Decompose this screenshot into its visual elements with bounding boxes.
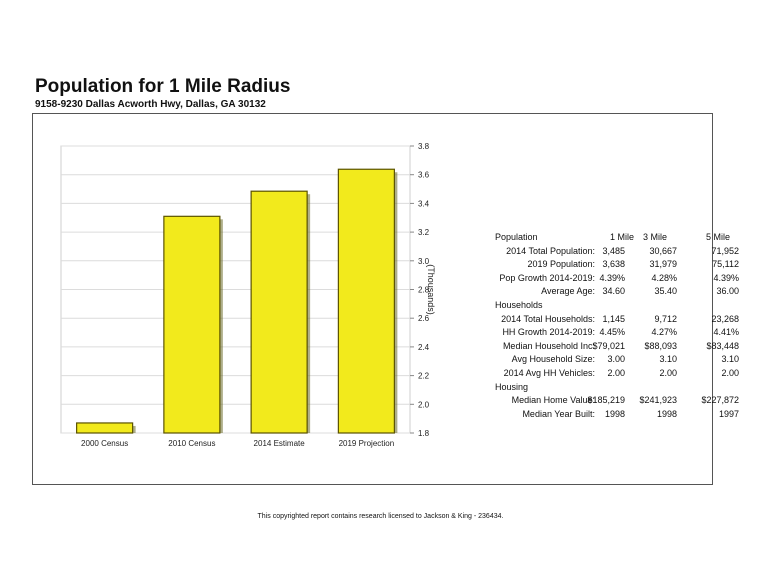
stat-row [495, 245, 739, 259]
stat-label: Avg Household Size: [511, 354, 595, 365]
section-header [495, 299, 739, 313]
stat-value: $83,448 [706, 340, 739, 351]
bar-2014-estimate [251, 191, 307, 433]
stat-value: 1998 [656, 408, 677, 419]
section-title: Households [495, 299, 543, 310]
x-tick-label: 2019 Projection [338, 439, 395, 448]
stat-row [495, 408, 739, 422]
stat-label: 2014 Total Population: [506, 245, 595, 256]
bar-2000-census [77, 423, 133, 433]
bar-2019-projection [338, 169, 394, 433]
stat-label: Average Age: [541, 286, 595, 297]
stat-value: 3.00 [607, 354, 625, 365]
report-address: 9158-9230 Dallas Acworth Hwy, Dallas, GA 30132 [35, 99, 266, 110]
column-header: 3 Mile [643, 232, 668, 242]
stat-value: 30,667 [649, 245, 677, 256]
stat-value: 31,979 [649, 259, 677, 270]
stat-row [495, 272, 739, 286]
stat-value: 36.00 [716, 286, 739, 297]
stat-label: 2014 Total Households: [501, 313, 595, 324]
stat-value: 4.39% [713, 272, 739, 283]
stat-row [495, 285, 739, 299]
stat-value: 34.60 [602, 286, 625, 297]
stat-value: 2.00 [721, 367, 739, 378]
section-title: Population [495, 232, 538, 242]
stat-value: $79,021 [592, 340, 625, 351]
stat-label: Median Home Value: [511, 395, 595, 406]
stat-row [495, 367, 739, 381]
stat-label: HH Growth 2014-2019: [502, 327, 595, 338]
stat-row [495, 258, 739, 272]
stat-value: 3,638 [602, 259, 625, 270]
stat-value: 4.41% [713, 327, 739, 338]
stat-value: 75,112 [712, 259, 739, 270]
report-title: Population for 1 Mile Radius [35, 76, 291, 97]
column-header: 5 Mile [706, 232, 731, 242]
y-tick-label: 3.2 [418, 228, 430, 238]
stat-row [495, 313, 739, 327]
y-tick-label: 3.0 [418, 256, 430, 266]
stat-value: 3.10 [659, 354, 677, 365]
x-tick-label: 2000 Census [81, 439, 129, 448]
stat-value: 4.39% [599, 272, 625, 283]
section-header [495, 381, 739, 395]
y-tick-label: 2.6 [418, 314, 430, 324]
stat-value: 2.00 [659, 367, 677, 378]
demographics-table [495, 231, 739, 421]
stat-value: 35.40 [654, 286, 677, 297]
y-tick-label: 2.0 [418, 400, 430, 410]
stat-value: 71,952 [711, 245, 739, 256]
y-axis-label: (Thousands) [426, 264, 436, 315]
stat-value: 2.00 [607, 367, 625, 378]
y-tick-label: 3.8 [418, 142, 430, 151]
y-tick-label: 2.4 [418, 342, 430, 352]
stat-value: 3.10 [721, 354, 739, 365]
copyright-footer: This copyrighted report contains research licensed to Jackson & King - 236434. [257, 513, 504, 520]
stat-value: $185,219 [587, 395, 625, 406]
stat-label: Median Household Inc: [502, 340, 595, 351]
stat-row [495, 326, 739, 340]
stat-label: Pop Growth 2014-2019: [499, 272, 595, 283]
y-tick-label: 2.2 [418, 371, 430, 381]
report-frame [32, 113, 739, 485]
stat-value: 4.28% [651, 272, 677, 283]
x-tick-label: 2010 Census [168, 439, 216, 448]
stat-value: $88,093 [644, 340, 677, 351]
x-tick-label: 2014 Estimate [253, 439, 305, 448]
stat-row [495, 394, 739, 408]
y-tick-label: 1.8 [418, 429, 430, 438]
stat-value: 9,712 [654, 313, 677, 324]
stat-value: 3,485 [602, 245, 625, 256]
stat-row [495, 340, 739, 354]
section-header [495, 231, 739, 245]
column-header: 1 Mile [610, 232, 635, 242]
stat-value: $241,923 [639, 395, 677, 406]
y-tick-label: 3.6 [418, 170, 430, 180]
stat-label: 2019 Population: [527, 259, 595, 270]
stat-row [495, 353, 739, 367]
stat-label: 2014 Avg HH Vehicles: [503, 367, 595, 378]
y-tick-label: 3.4 [418, 199, 430, 209]
section-title: Housing [495, 381, 529, 392]
stat-value: $227,872 [701, 395, 739, 406]
stat-label: Median Year Built: [522, 408, 595, 419]
stat-value: 1997 [718, 408, 739, 419]
stat-value: 23,268 [711, 313, 739, 324]
y-tick-label: 2.8 [418, 285, 430, 295]
bar-2010-census [164, 216, 220, 433]
stat-value: 1998 [604, 408, 625, 419]
stat-value: 4.27% [651, 327, 677, 338]
stat-value: 1,145 [602, 313, 625, 324]
stat-value: 4.45% [599, 327, 625, 338]
